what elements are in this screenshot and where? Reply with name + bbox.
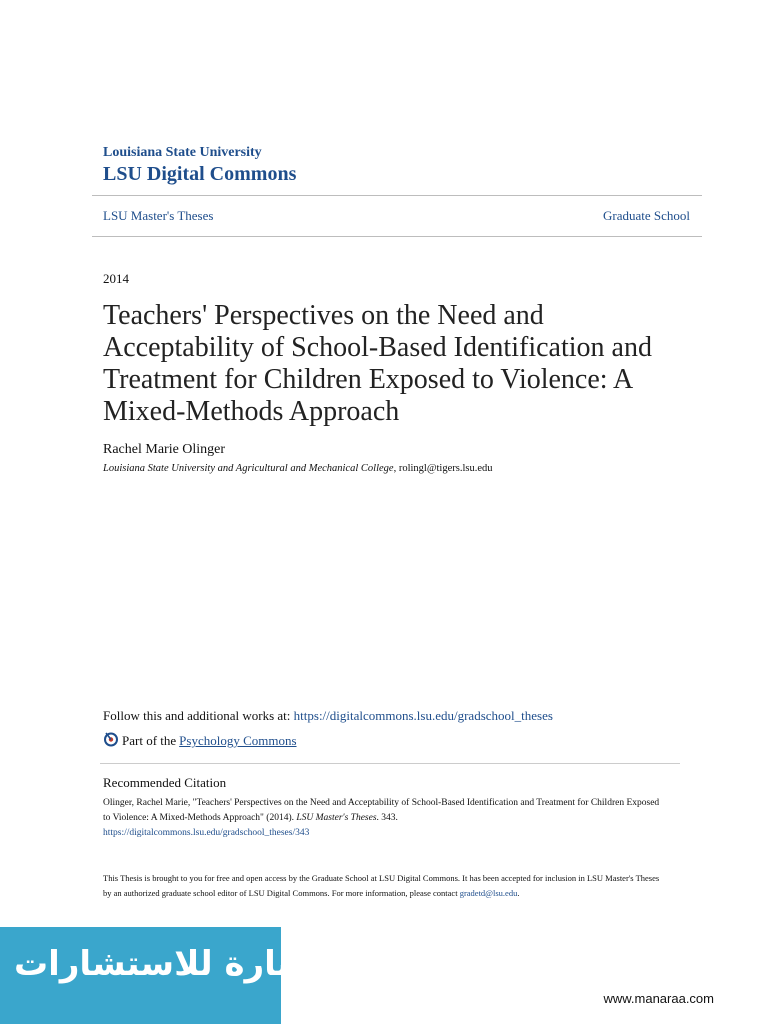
- author-affiliation: [103, 463, 493, 474]
- citation-divider: [100, 763, 680, 764]
- commons-network-icon: [103, 731, 119, 751]
- thesis-title: Teachers' Perspectives on the Need and Acceptability of School-Based Identification and Treatment for Children Exposed to Violence: A Mixed-Methods Approach: [103, 300, 652, 427]
- school-link[interactable]: Graduate School: [602, 208, 690, 223]
- citation-number: . 343.: [376, 813, 398, 823]
- divider-top: [92, 195, 702, 196]
- notice-text: This Thesis is brought to you for free and open access by the Graduate School at LSU Digital Commons. It has been accepted for inclusion in LSU Master's Theses by an authorized graduate school editor of LSU Digital Commons. For more information, please contact: [103, 873, 660, 898]
- collection-url-link[interactable]: https://digitalcommons.lsu.edu/gradschool_theses: [293, 708, 553, 723]
- affiliation-text: Louisiana State University and Agricultural and Mechanical College: [103, 463, 394, 474]
- citation-url[interactable]: https://digitalcommons.lsu.edu/gradschool_theses/343: [103, 828, 310, 838]
- access-notice: [103, 871, 663, 901]
- citation-heading: Recommended Citation: [103, 775, 227, 790]
- repository-name[interactable]: LSU Digital Commons: [103, 163, 297, 185]
- manaraa-logo-text: المنارة للاستشارات: [14, 944, 338, 984]
- citation-series: LSU Master's Theses: [296, 813, 377, 823]
- collection-link[interactable]: LSU Master's Theses: [103, 208, 214, 223]
- contact-email-link[interactable]: gradetd@lsu.edu: [459, 888, 518, 898]
- site-url[interactable]: www.manaraa.com: [603, 991, 714, 1006]
- university-name: Louisiana State University: [103, 145, 262, 160]
- psychology-commons-link[interactable]: Psychology Commons: [179, 733, 297, 748]
- publication-year: 2014: [103, 271, 129, 286]
- author-email: , rolingl@tigers.lsu.edu: [393, 463, 493, 474]
- citation-text: Olinger, Rachel Marie, "Teachers' Perspectives on the Need and Acceptability of School-Based Identification and Treatment for Children Exposed to Violence: A Mixed-Methods Approach" (2014).: [103, 798, 660, 823]
- divider-bottom: [92, 236, 702, 237]
- part-of-line: [103, 731, 297, 751]
- citation-body: [103, 796, 663, 841]
- part-of-prefix: Part of the: [122, 733, 177, 748]
- notice-end: .: [517, 888, 520, 898]
- author-name: Rachel Marie Olinger: [103, 442, 226, 457]
- follow-line: [103, 708, 553, 724]
- follow-prefix: Follow this and additional works at:: [103, 708, 294, 723]
